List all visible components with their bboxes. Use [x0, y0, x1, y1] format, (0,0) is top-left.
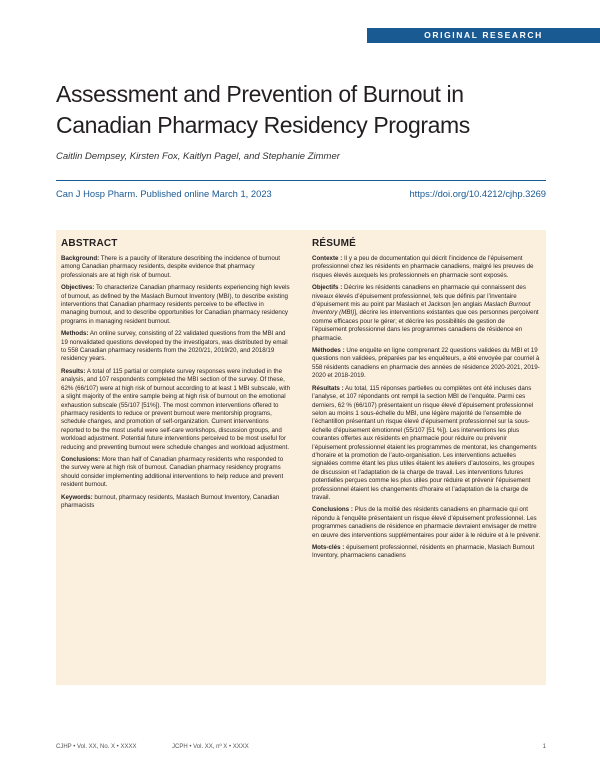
- abstract-results: Results: A total of 115 partial or complete survey responses were included in the analysis, and 107 respondents completed the MBI section of the survey. Of these, 62% (66/107) were at high risk of burnout according to at least 1 MBI subscale, with a slight majority of the entire sample being at high risk of burnout on the emotional exhaustion subscale (55/107 [51%]). The most common interventions offered to pharmacy residents to reduce or prevent burnout were mentorship programs, schedule changes, and promotion of self-organization. Current interventions reported to be the most useful were self-care workshops, discussion groups, and workload adjustment. Potential future interventions perceived to be most useful for reducing and preventing burnout were schedule changes and workload adjustment.: [61, 367, 291, 451]
- abstract-french: [312, 238, 541, 565]
- abstract-keywords: Keywords: burnout, pharmacy residents, Maslach Burnout Inventory, Canadian pharmacists: [61, 493, 280, 509]
- page-number: 1: [542, 744, 546, 750]
- title-line-2: Canadian Pharmacy Residency Programs: [56, 112, 470, 138]
- resume-resultats: Résultats : Au total, 115 réponses partielles ou complètes ont été incluses dans l’analyse, et 107 répondants ont rempli la section MBI de l’enquête. Parmi ces derniers, 62 % (66/107) présentaient un risque élevé d’épuisement professionnel selon au moins 1 sous-échelle du MBI, une légère majorité de l’ensemble de l’échantillon présentant un risque élevé d’épuisement professionnel sur la sous-échelle d’épuisement émotionnel (55/107 [51 %]). Les interventions les plus courantes offertes aux résidents en pharmacie pour réduire ou prévenir l’épuisement professionnel étaient les programmes de mentorat, les changements d’horaire et la promotion de l’auto-organisation. Les interventions actuelles signalées comme étant les plus utiles étaient les ateliers d’autosoins, les groupes de discussion et l’adaptation de la charge de travail. Les interventions futures potentielles perçues comme les plus utiles pour réduire et prévenir l’épuisement professionnel étaient les changements d’horaire et l’adaptation de la charge de travail.: [312, 384, 537, 501]
- resume-heading: RÉSUMÉ: [312, 238, 356, 249]
- abstract-heading: ABSTRACT: [61, 238, 118, 249]
- citation-row: [56, 180, 546, 201]
- abstract-objectives: Objectives: To characterize Canadian pharmacy residents experiencing high levels of burnout, as defined by the Maslach Burnout Inventory (MBI), to describe existing interventions that Canadian pharmacy residents perceive to be effective in managing burnout, and to describe opportunities for Canadian pharmacy residency programs in managing resident burnout.: [61, 284, 290, 325]
- resume-methodes: Méthodes : Une enquête en ligne comprenant 22 questions validées du MBI et 19 questions non validées, préparées par les enquêteurs, a été envoyée par courriel à 558 résidents canadiens en pharmacie des années de résidence 2020-2021, 2019-2020 et 2018-2019.: [312, 347, 540, 380]
- abstract-background: Background: There is a paucity of literature describing the incidence of burnout among Canadian pharmacy residents, despite evidence that pharmacy professionals are at high risk of burnout.: [61, 255, 280, 279]
- article-title: [56, 79, 576, 141]
- doi-link[interactable]: https://doi.org/10.4212/cjhp.3269: [409, 188, 546, 199]
- resume-mots-cles: Mots-clés : épuisement professionnel, résidents en pharmacie, Maslach Burnout Inventory, pharmaciens canadiens: [312, 544, 535, 560]
- abstract-english: [61, 238, 291, 514]
- abstract-conclusions: Conclusions: More than half of Canadian pharmacy residents who responded to the survey were at high risk of burnout. Canadian pharmacy residency programs should consider implementing additional interventions to help reduce and prevent resident burnout.: [61, 455, 284, 489]
- resume-conclusions: Conclusions : Plus de la moitié des résidents canadiens en pharmacie qui ont répondu à l’enquête présentaient un risque élevé d’épuisement professionnel. Les programmes canadiens de résidence en pharmacie devraient envisager de mettre en œuvre des interventions supplémentaires pour aider à le réduire et à le prévenir.: [312, 506, 541, 539]
- footer-cjhp: CJHP • Vol. XX, No. X • XXXX: [56, 744, 137, 750]
- abstract-methods: Methods: An online survey, consisting of 22 validated questions from the MBI and 19 nonvalidated questions developed by the investigators, was distributed by email to 558 Canadian pharmacy residents from the 2020/21, 2019/20, and 2018/19 residency years.: [61, 330, 288, 363]
- abstract-panel: [56, 230, 546, 685]
- section-banner: ORIGINAL RESEARCH: [367, 28, 600, 43]
- footer-jcph: JCPH • Vol. XX, nº X • XXXX: [172, 744, 249, 750]
- resume-objectifs: Objectifs : Décrire les résidents canadiens en pharmacie qui connaissent des niveaux élevés d’épuisement professionnel, tels que définis par l’inventaire d’épuisement mis au point par Maslach et Jackson [en anglais Maslach Burnout Inventory (MBI)], décrire les interventions existantes que ces personnes perçoivent comme efficaces pour le gérer; et décrire les possibilités de gestion de l’épuisement professionnel dans les programmes canadiens de résidence en pharmacie.: [312, 284, 539, 342]
- author-list: Caitlin Dempsey, Kirsten Fox, Kaitlyn Pagel, and Stephanie Zimmer: [56, 151, 340, 162]
- journal-citation: Can J Hosp Pharm. Published online March 1, 2023: [56, 188, 272, 199]
- title-line-1: Assessment and Prevention of Burnout in: [56, 81, 464, 107]
- resume-contexte: Contexte : Il y a peu de documentation qui décrit l’incidence de l’épuisement professionnel chez les résidents en pharmacie canadiens, malgré les preuves de risques élevés auxquels les professionnels en pharmacie sont exposés.: [312, 255, 534, 279]
